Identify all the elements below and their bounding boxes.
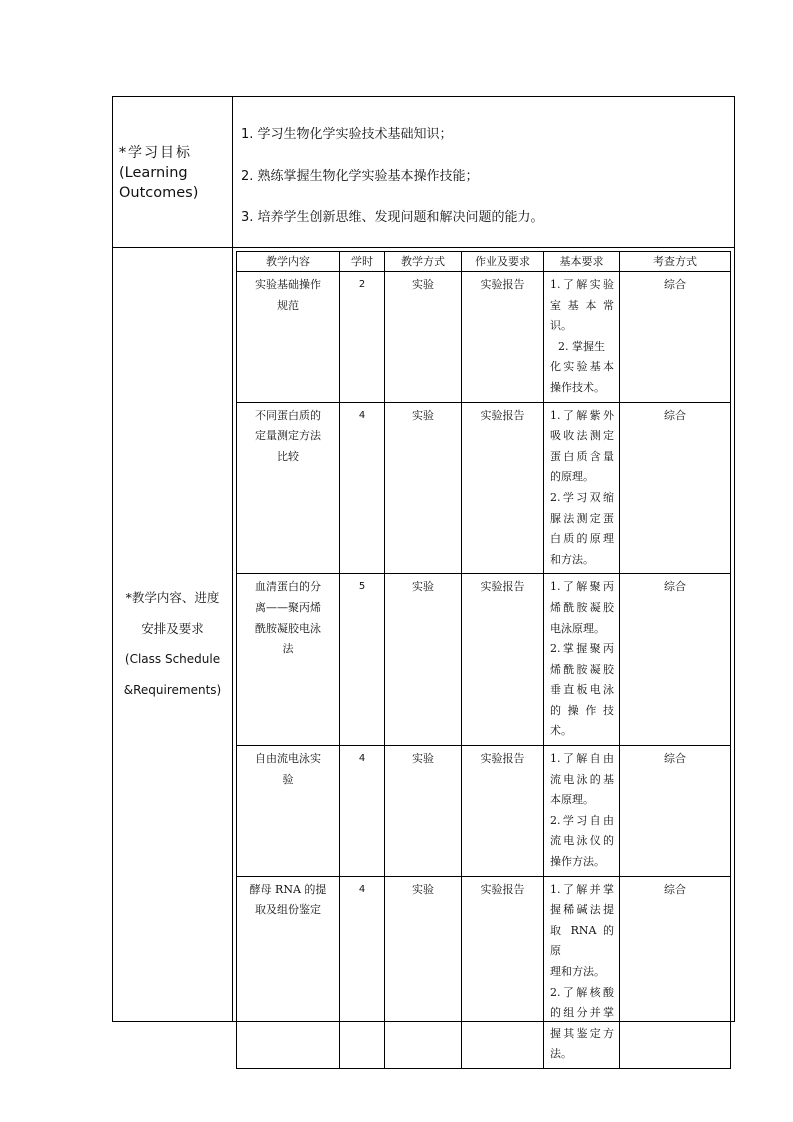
- requirement-line: 握其鉴定方: [550, 1026, 614, 1040]
- requirement-line: 流电泳的基: [550, 772, 614, 786]
- content-line: 血清蛋白的分: [255, 580, 321, 594]
- requirement-line: 2.掌握聚丙: [550, 642, 614, 656]
- schedule-label-en-1: (Class Schedule: [124, 652, 221, 666]
- table-row: [237, 574, 731, 746]
- learning-outcomes-list: [233, 97, 734, 247]
- table-row: [237, 272, 731, 403]
- cell-content: [237, 272, 340, 403]
- schedule-label-zh-2: 安排及要求: [141, 621, 204, 636]
- requirement-line: 和方法。: [550, 552, 594, 566]
- cell-method: 实验: [385, 272, 462, 403]
- cell-requirements: [544, 876, 620, 1068]
- cell-homework: 实验报告: [462, 876, 544, 1068]
- requirement-line: 1.了解实验: [550, 278, 614, 291]
- content-line: 比较: [277, 449, 299, 463]
- requirement-line: 垂直板电泳: [550, 683, 614, 697]
- requirement-line: 识。: [550, 319, 572, 333]
- cell-hours: 2: [340, 272, 385, 403]
- requirement-line: 1.了解聚丙: [550, 580, 614, 594]
- requirement-line: 烯酰胺凝胶: [550, 662, 614, 676]
- requirement-line: 本原理。: [550, 793, 594, 807]
- requirement-line: 蛋白质含量: [550, 449, 614, 463]
- requirement-line: 2.学习双缩: [550, 490, 614, 504]
- header-assessment: 考查方式: [620, 252, 731, 272]
- requirement-line: 握稀碱法提: [550, 903, 614, 917]
- header-homework: 作业及要求: [462, 252, 544, 272]
- requirement-line: 的原理。: [550, 470, 594, 484]
- cell-content: [237, 746, 340, 877]
- requirement-line: 操作方法。: [550, 855, 605, 869]
- requirement-line: 1.了解紫外: [550, 408, 614, 422]
- learning-outcomes-label-cell: [113, 97, 233, 247]
- schedule-label-en-2: &Requirements): [123, 683, 222, 697]
- requirement-line: 脲法测定蛋: [550, 511, 614, 525]
- requirement-line: 2. 掌握生: [558, 339, 605, 353]
- requirement-line: 室 基 本 常: [550, 298, 614, 312]
- schedule-header-row: [237, 252, 731, 272]
- schedule-row: [113, 248, 734, 1061]
- requirement-line: 2.学习自由: [550, 813, 614, 827]
- content-line: 不同蛋白质的: [255, 408, 321, 422]
- header-hours: 学时: [340, 252, 385, 272]
- cell-hours: 4: [340, 746, 385, 877]
- cell-assessment: 综合: [620, 876, 731, 1068]
- cell-hours: 4: [340, 876, 385, 1068]
- cell-content: [237, 574, 340, 746]
- cell-requirements: [544, 746, 620, 877]
- cell-content: [237, 876, 340, 1068]
- cell-hours: 4: [340, 402, 385, 574]
- learning-outcomes-row: [113, 97, 734, 248]
- cell-method: 实验: [385, 876, 462, 1068]
- requirement-line: 1.了解并掌: [550, 882, 614, 896]
- learning-outcomes-label: [119, 143, 198, 203]
- content-line: 自由流电泳实: [255, 752, 321, 766]
- learning-outcome-item: 2. 熟练掌握生物化学实验基本操作技能；: [241, 169, 479, 184]
- cell-homework: 实验报告: [462, 574, 544, 746]
- requirement-line: 电泳原理。: [550, 621, 605, 635]
- cell-assessment: 综合: [620, 272, 731, 403]
- schedule-label-cell: [113, 248, 233, 1021]
- requirement-line: 取 RNA 的原: [550, 923, 614, 958]
- requirement-line: 2.了解核酸: [550, 985, 614, 999]
- requirement-line: 烯酰胺凝胶: [550, 600, 614, 614]
- content-line: 取及组份鉴定: [255, 903, 321, 917]
- learning-outcome-item: 1. 学习生物化学实验技术基础知识；: [241, 127, 453, 142]
- course-table: [112, 96, 735, 1061]
- requirement-line: 的 操 作 技: [550, 703, 614, 717]
- requirement-line: 吸收法测定: [550, 429, 614, 443]
- requirement-line: 操作技术。: [550, 380, 605, 394]
- header-method: 教学方式: [385, 252, 462, 272]
- cell-hours: 5: [340, 574, 385, 746]
- cell-homework: 实验报告: [462, 272, 544, 403]
- content-line: 规范: [277, 298, 299, 312]
- requirement-line: 术。: [550, 724, 572, 738]
- cell-method: 实验: [385, 402, 462, 574]
- cell-requirements: [544, 402, 620, 574]
- cell-content: [237, 402, 340, 574]
- learning-outcomes-label-en-1: (Learning: [119, 165, 188, 181]
- cell-method: 实验: [385, 746, 462, 877]
- requirement-line: 1.了解自由: [550, 752, 614, 766]
- cell-assessment: 综合: [620, 574, 731, 746]
- schedule-label-zh-1: *教学内容、进度: [125, 590, 220, 605]
- requirement-line: 法。: [550, 1047, 572, 1061]
- cell-homework: 实验报告: [462, 746, 544, 877]
- cell-requirements: [544, 574, 620, 746]
- requirement-line: 白质的原理: [550, 532, 614, 546]
- cell-assessment: 综合: [620, 746, 731, 877]
- cell-homework: 实验报告: [462, 402, 544, 574]
- content-line: 酰胺凝胶电泳: [255, 621, 321, 635]
- learning-outcomes-label-en-2: Outcomes): [119, 185, 199, 201]
- cell-assessment: 综合: [620, 402, 731, 574]
- cell-method: 实验: [385, 574, 462, 746]
- requirement-line: 理和方法。: [550, 965, 605, 978]
- cell-requirements: [544, 272, 620, 403]
- learning-outcomes-label-zh: *学习目标: [119, 145, 192, 161]
- requirement-line: 的组分并掌: [550, 1006, 614, 1020]
- learning-outcome-item: 3. 培养学生创新思维、发现问题和解决问题的能力。: [241, 210, 544, 225]
- requirement-line: 流电泳仪的: [550, 834, 614, 848]
- table-row: [237, 746, 731, 877]
- content-line: 法: [282, 642, 294, 656]
- schedule-table: [236, 251, 731, 1069]
- header-content: 教学内容: [237, 252, 340, 272]
- content-line: 定量测定方法: [255, 429, 321, 443]
- table-row: [237, 402, 731, 574]
- content-line: 离——聚丙烯: [255, 600, 321, 614]
- requirement-line: 化实验基本: [550, 360, 614, 374]
- table-row: [237, 876, 731, 1068]
- header-requirements: 基本要求: [544, 252, 620, 272]
- content-line: 验: [282, 772, 294, 786]
- content-line: 实验基础操作: [255, 278, 321, 291]
- content-line: 酵母 RNA 的提: [249, 882, 327, 896]
- schedule-label: [113, 582, 232, 706]
